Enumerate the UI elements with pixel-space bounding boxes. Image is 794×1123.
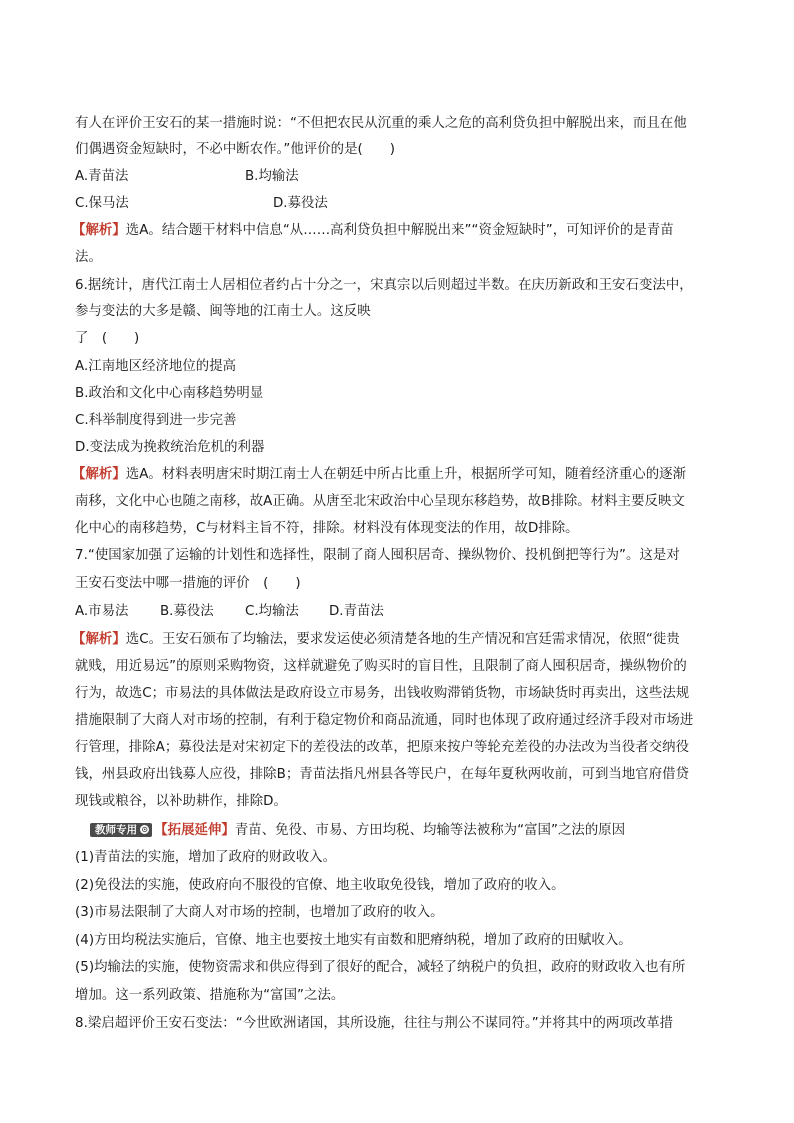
q7-stem-line-1: 7.“使国家加强了运输的计划性和选择性，限制了商人囤积居奇、操纵物价、投机倒把等行为”。这是对 — [75, 548, 680, 563]
q7-analysis-line-5: 行管理，排除A；募役法是对宋初定下的差役法的改革，把原来按户等轮充差役的办法改为当役者交纳役 — [75, 740, 690, 755]
analysis-label: 【解析】 — [72, 223, 126, 238]
q7-stem-line-2: 王安石变法中哪一措施的评价 ( ) — [75, 576, 301, 591]
extension-title: 青苗、免役、市易、方田均税、均输等法被称为“富国”之法的原因 — [234, 823, 626, 838]
q7-analysis-text: 选C。王安石颁布了均输法，要求发运使必须清楚各地的生产情况和宫廷需求情况，依照“徙贵 — [125, 632, 680, 647]
q7-option-d: D.青苗法 — [329, 604, 384, 619]
q5-analysis-text: 选A。结合题干材料中信息“从……高利贷负担中解脱出来”“资金短缺时”，可知评价的是青苗 — [125, 223, 674, 238]
q6-stem-line-2: 参与变法的大多是赣、闽等地的江南士人。这反映 — [75, 304, 371, 319]
extension-item-2: (2)免役法的实施，使政府向不服役的官僚、地主收取免役钱，增加了政府的收入。 — [75, 878, 565, 893]
q7-option-a: A.市易法 — [75, 604, 129, 619]
q5-option-d: D.募役法 — [273, 196, 328, 211]
q5-stem-line-2: 们偶遇资金短缺时，不必中断农作。”他评价的是( ) — [75, 142, 395, 157]
q5-option-c: C.保马法 — [75, 196, 129, 211]
analysis-label: 【解析】 — [72, 467, 126, 482]
extension-item-5-line-1: (5)均输法的实施，使物资需求和供应得到了很好的配合，减轻了纳税户的负担，政府的财政收入也有所 — [75, 960, 686, 975]
q7-option-b: B.募役法 — [160, 604, 214, 619]
extension-item-3: (3)市易法限制了大商人对市场的控制，也增加了政府的收入。 — [75, 905, 444, 920]
q7-analysis-line-7: 现钱或粮谷，以补助耕作，排除D。 — [75, 794, 287, 809]
q8-stem-line-1: 8.梁启超评价王安石变法：“今世欧洲诸国，其所设施，往往与荆公不谋同符。”并将其中的两项改革措 — [75, 1016, 674, 1031]
badge-circle-icon: ⊙ — [141, 825, 149, 834]
extension-item-4: (4)方田均税法实施后，官僚、地主也要按土地实有亩数和肥瘠纳税，增加了政府的田赋收入。 — [75, 933, 632, 948]
q7-analysis-line-3: 行为，故选C；市易法的具体做法是政府设立市易务，出钱收购滞销货物，市场缺货时再卖出，这些法规 — [75, 686, 690, 701]
q6-stem-line-1: 6.据统计，唐代江南士人居相位者约占十分之一，宋真宗以后则超过半数。在庆历新政和王安石变法中， — [75, 278, 693, 293]
teacher-only-badge — [90, 823, 152, 837]
q5-option-b: B.均输法 — [245, 169, 299, 184]
q6-option-a: A.江南地区经济地位的提高 — [75, 359, 237, 374]
extension-label: 【拓展延伸】 — [154, 823, 235, 838]
q6-analysis-line-2: 南移，文化中心也随之南移，故A正确。从唐至北宋政治中心呈现东移趋势，故B排除。材料主要反映文 — [75, 494, 685, 509]
q6-analysis-line-1 — [72, 465, 686, 485]
q7-analysis-line-4: 措施限制了大商人对市场的控制，有利于稳定物价和商品流通，同时也体现了政府通过经济手段对市场进 — [75, 713, 694, 728]
q6-option-b: B.政治和文化中心南移趋势明显 — [75, 386, 264, 401]
q5-stem-line-1: 有人在评价王安石的某一措施时说：“不但把农民从沉重的乘人之危的高利贷负担中解脱出来，而且在他 — [75, 116, 687, 131]
extension-heading — [90, 821, 625, 841]
q5-option-a: A.青苗法 — [75, 169, 129, 184]
q6-analysis-text: 选A。材料表明唐宋时期江南士人在朝廷中所占比重上升，根据所学可知，随着经济重心的逐渐 — [125, 467, 687, 482]
q7-analysis-line-6: 钱，州县政府出钱募人应役，排除B；青苗法指凡州县各等民户，在每年夏秋两收前，可到当地官府借贷 — [75, 767, 690, 782]
analysis-label: 【解析】 — [72, 632, 126, 647]
q7-analysis-line-1 — [72, 630, 680, 650]
q5-analysis-line-2: 法。 — [75, 250, 102, 265]
teacher-only-badge-text: 教师专用 — [95, 824, 138, 836]
extension-item-5-line-2: 增加。这一系列政策、措施称为“富国”之法。 — [75, 988, 345, 1003]
q5-analysis-line-1 — [72, 221, 674, 241]
q6-option-c: C.科举制度得到进一步完善 — [75, 413, 237, 428]
extension-item-1: (1)青苗法的实施，增加了政府的财政收入。 — [75, 850, 337, 865]
q6-analysis-line-3: 化中心的南移趋势，C与材料主旨不符，排除。材料没有体现变法的作用，故D排除。 — [75, 521, 579, 536]
q7-option-c: C.均输法 — [245, 604, 299, 619]
q6-stem-line-3: 了 ( ) — [75, 331, 140, 346]
q7-analysis-line-2: 就贱，用近易远”的原则采购物资，这样就避免了购买时的盲目性，且限制了商人囤积居奇，操纵物价的 — [75, 659, 687, 674]
q6-option-d: D.变法成为挽救统治危机的利器 — [75, 440, 265, 455]
